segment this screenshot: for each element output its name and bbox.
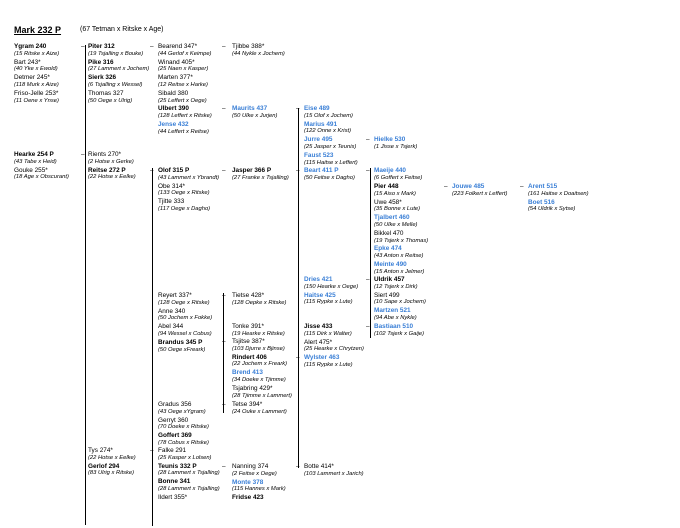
parentage-text: (25 Naen x Kasper) [158, 66, 209, 73]
entry-nanning [232, 463, 286, 502]
horse-name: Gradus 356 [158, 401, 192, 408]
entry-arent [528, 183, 589, 214]
connector-dash: – [222, 43, 226, 50]
entry-falke [158, 447, 220, 502]
parentage-text: (161 Haitse x Doaitsen) [528, 190, 589, 197]
parentage-text: (22 Hotse x Eelke) [88, 174, 136, 181]
parentage-text: (25 Hearke x Chrytzen) [304, 346, 364, 353]
horse-name: Falke 291 [158, 447, 187, 454]
parentage-text: (117 Oege x Dagho) [158, 205, 211, 212]
parentage-text: (50 Jochem x Fokke) [158, 315, 213, 322]
parentage-text: (15 Anton x Jelmer) [374, 268, 425, 275]
entry-eise [304, 105, 358, 167]
entry-olof [158, 167, 219, 214]
entry-gradus [158, 401, 209, 448]
horse-name: Brandus 345 P [158, 338, 203, 346]
horse-name: Wylster 463 [304, 354, 340, 361]
parentage-text: (44 Leffert x Reitse) [158, 128, 209, 135]
horse-name: Detmer 245* [14, 74, 50, 82]
entry-tsjitse [232, 338, 292, 400]
connector-line [152, 168, 153, 526]
parentage-text: (35 Bonne x Lute) [374, 206, 421, 213]
horse-name: Jurre 495 [304, 136, 333, 144]
parentage-text: (27 Franke x Tsjalling) [232, 174, 289, 181]
horse-name: Haitse 425 [304, 291, 336, 299]
entry-piter [88, 43, 149, 105]
parentage-text: (118 Murk x Aize) [14, 81, 59, 88]
parentage-text: (44 Gerlof x Keimpe) [158, 50, 212, 57]
connector-dash: – [222, 463, 226, 470]
parentage-text: (25 Jasper x Teunis) [304, 143, 357, 150]
parentage-text: (150 Hearke x Oege) [304, 283, 359, 290]
parentage-text: (128 Leffert x Ritske) [158, 113, 212, 120]
horse-name: Teunis 332 P [158, 462, 197, 470]
entry-pier [374, 183, 428, 277]
horse-name: Jouwe 485 [452, 183, 485, 190]
parentage-text: (28 Tjimme x Lammert) [232, 392, 292, 399]
horse-name: Tsjitse 387* [232, 338, 265, 345]
horse-name: Piter 312 [88, 43, 115, 50]
parentage-text: (133 Oege x Ritske) [158, 190, 210, 197]
parentage-text: (10 Sape x Jochem) [374, 299, 426, 306]
entry-jisse [304, 323, 364, 354]
parentage-text: (6 Goffert x Feitse) [374, 174, 423, 181]
page-subtitle: (67 Tetman x Ritske x Age) [80, 26, 164, 33]
parentage-text: (122 Onne x Krist) [304, 128, 352, 135]
horse-name: Arent 515 [528, 183, 558, 190]
parentage-text: (44 Nykle x Jochem) [232, 50, 285, 57]
horse-name: Tonke 391* [232, 323, 264, 330]
horse-name: Marius 491 [304, 120, 338, 128]
horse-name: Friso-Jelle 253* [14, 89, 59, 97]
connector-dash: – [81, 43, 85, 50]
horse-name: Goffert 369 [158, 432, 192, 440]
connector-dash: – [150, 167, 154, 174]
horse-name: Maurits 437 [232, 105, 268, 112]
parentage-text: (78 Cobus x Ritske) [158, 439, 209, 446]
horse-name: Reyert 337* [158, 292, 192, 299]
parentage-text: (50 Oege xFreark) [158, 346, 206, 353]
parentage-text: (50 Ulke x Melle) [374, 221, 418, 228]
connector-line [85, 45, 86, 525]
parentage-text: (1 Jisse x Tsjerk) [374, 143, 418, 150]
horse-name: Pike 316 [88, 58, 114, 66]
entry-tietse [232, 292, 286, 308]
horse-name: Hielke 530 [374, 136, 406, 143]
horse-name: Botte 414* [304, 463, 334, 470]
horse-name: Rients 270* [88, 151, 122, 158]
entry-botte [304, 463, 364, 479]
horse-name: Alert 475* [304, 338, 333, 346]
parentage-text: (128 Oege x Ritske) [158, 299, 210, 306]
horse-name: Siert 499 [374, 291, 400, 299]
horse-name: Bart 243* [14, 58, 41, 66]
parentage-text: (19 Hearke x Ritske) [232, 330, 285, 337]
parentage-text: (19 Tsjerk x Thomas) [374, 237, 429, 244]
connector-dash: – [222, 167, 226, 174]
horse-name: Martzen 521 [374, 307, 411, 315]
horse-name: Monte 378 [232, 478, 264, 486]
parentage-text: (102 Tsjerk x Gaije) [374, 330, 425, 337]
connector-dash: – [222, 338, 226, 345]
horse-name: Jense 432 [158, 120, 189, 128]
parentage-text: (11 Oene x Ynse) [14, 97, 59, 104]
parentage-text: (28 Lammert x Tsjalling) [158, 485, 220, 492]
horse-name: Bastiaan 510 [374, 323, 414, 330]
connector-dash: – [81, 151, 85, 158]
parentage-text: (15 Olof x Jochem) [304, 112, 353, 119]
parentage-text: (115 Haitse x Leffert) [304, 159, 358, 166]
connector-line [370, 168, 371, 338]
horse-name: Bikkel 470 [374, 229, 404, 237]
entry-tys [88, 447, 136, 478]
entry-maurits [232, 105, 277, 121]
entry-beart [304, 167, 355, 183]
horse-name: Abel 344 [158, 323, 184, 331]
horse-name: Jasper 366 P [232, 167, 272, 174]
horse-name: Tetse 394* [232, 401, 263, 408]
entry-maeije [374, 167, 422, 183]
horse-name: Obe 314* [158, 182, 186, 190]
connector-dash: – [296, 354, 300, 361]
parentage-text: (54 Uldrik x Sytse) [528, 206, 576, 213]
page-title: Mark 232 P [14, 25, 62, 35]
entry-jasper [232, 167, 289, 183]
horse-name: Tjibbe 388* [232, 43, 265, 50]
horse-name: Dries 421 [304, 276, 333, 283]
parentage-text: (115 Hannes x Mark) [232, 486, 286, 493]
parentage-text: (50 Feitse x Dagho) [304, 174, 355, 181]
horse-name: Olof 315 P [158, 167, 190, 174]
horse-name: Faust 523 [304, 151, 334, 159]
entry-uldrik [374, 276, 426, 323]
horse-name: Epke 474 [374, 245, 402, 253]
entry-jouwe [452, 183, 507, 199]
connector-dash: – [366, 167, 370, 174]
parentage-text: (25 Leffert x Oege) [158, 97, 207, 104]
entry-bastiaan [374, 323, 424, 339]
parentage-text: (50 Oege x Ulrig) [88, 97, 133, 104]
parentage-text: (22 Jochem x Freark) [232, 361, 288, 368]
parentage-text: (43 Oege xYgram) [158, 408, 206, 415]
connector-line [223, 293, 224, 413]
parentage-text: (19 Tsjalling x Bouke) [88, 50, 144, 57]
horse-name: Gerlof 294 [88, 462, 120, 470]
parentage-text: (103 Djurre x Bjinse) [232, 345, 285, 352]
parentage-text: (15 Aiso x Mark) [374, 190, 416, 197]
parentage-text: (22 Hotse x Eelke) [88, 454, 136, 461]
parentage-text: (94 Wessel x Cobus) [158, 330, 212, 337]
connector-dash: – [444, 183, 448, 190]
horse-name: Uldrik 457 [374, 276, 405, 283]
horse-name: Rindert 406 [232, 353, 267, 361]
horse-name: Ildert 355* [158, 493, 188, 501]
entry-dries [304, 276, 358, 307]
parentage-text: (115 Rypke x Lute) [304, 299, 353, 306]
parentage-text: (128 Oepke x Ritske) [232, 299, 287, 306]
horse-name: Bearend 347* [158, 43, 198, 50]
parentage-text: (12 Reitse x Harke) [158, 81, 208, 88]
horse-name: Hearke 254 P [14, 151, 54, 158]
horse-name: Eise 489 [304, 105, 330, 112]
entry-tonke [232, 323, 285, 339]
horse-name: Beart 411 P [304, 167, 339, 174]
horse-name: Gouke 255* [14, 166, 48, 174]
horse-name: Uwe 458* [374, 198, 402, 206]
parentage-text: (40 Yke x Ewold) [14, 66, 58, 73]
connector-dash: – [222, 105, 226, 112]
parentage-text: (28 Lammert x Tsjalling) [158, 470, 220, 477]
horse-name: Tjitte 333 [158, 198, 185, 206]
horse-name: Fridse 423 [232, 494, 264, 502]
horse-name: Thomas 327 [88, 89, 124, 97]
parentage-text: (223 Folkert x Leffert) [452, 190, 508, 197]
horse-name: Nanning 374 [232, 463, 269, 470]
connector-line [298, 108, 299, 468]
parentage-text: (2 Feitse x Oege) [232, 470, 277, 477]
horse-name: Tietse 428* [232, 292, 265, 299]
horse-name: Meinte 490 [374, 260, 407, 268]
parentage-text: (43 Anton x Reitse) [374, 253, 424, 260]
entry-hielke [374, 136, 417, 152]
entry-wylster [304, 354, 353, 370]
connector-dash: – [366, 276, 370, 283]
entry-reyert [158, 292, 212, 354]
horse-name: Pier 448 [374, 183, 399, 190]
connector-dash: – [150, 447, 154, 454]
parentage-text: (43 Tabe x Heid) [14, 158, 57, 165]
horse-name: Maeije 440 [374, 167, 406, 174]
connector-dash: – [150, 43, 154, 50]
connector-dash: – [366, 323, 370, 330]
parentage-text: (103 Lammert x Jarich) [304, 470, 364, 477]
horse-name: Anne 340 [158, 307, 186, 315]
parentage-text: (83 Ulrig x Ritske) [88, 470, 135, 477]
horse-name: Ygram 240 [14, 43, 47, 50]
parentage-text: (115 Dirk x Walter) [304, 330, 352, 337]
parentage-text: (115 Rypke x Lute) [304, 361, 353, 368]
connector-dash: – [520, 183, 524, 190]
parentage-text: (25 Kasper x Lolsen) [158, 454, 212, 461]
parentage-text: (50 Ulke x Jurjen) [232, 112, 278, 119]
parentage-text: (27 Lammert x Jochem) [88, 66, 150, 73]
entry-bearend [158, 43, 212, 137]
horse-name: Bonne 341 [158, 478, 191, 486]
parentage-text: (94 Abe x Nykle) [374, 314, 417, 321]
connector-dash: – [296, 167, 300, 174]
horse-name: Sierk 326 [88, 74, 117, 82]
horse-name: Tsjabring 429* [232, 384, 273, 392]
horse-name: Tjalbert 460 [374, 214, 410, 222]
connector-dash: – [366, 136, 370, 143]
parentage-text: (2 Hotse x Gerke) [88, 158, 134, 165]
parentage-text: (6 Tsjalling x Wessel) [88, 81, 143, 88]
horse-name: Boet 516 [528, 198, 555, 206]
horse-name: Reitse 272 P [88, 166, 126, 174]
parentage-text: (15 Ritske x Aize) [14, 50, 60, 57]
connector-dash: – [296, 463, 300, 470]
parentage-text: (24 Ouke x Lammert) [232, 408, 287, 415]
connector-dash: – [296, 105, 300, 112]
horse-name: Sibald 380 [158, 89, 189, 97]
parentage-text: (70 Doeke x Ritske) [158, 424, 209, 431]
parentage-text: (18 Age x Obscurant) [14, 174, 69, 181]
connector-dash: – [222, 401, 226, 408]
entry-tjibbe [232, 43, 285, 59]
horse-name: Brend 413 [232, 369, 263, 377]
entry-ygram [14, 43, 59, 105]
horse-name: Gerryt 360 [158, 416, 189, 424]
horse-name: Tys 274* [88, 447, 113, 454]
parentage-text: (34 Doeke x Tjimme) [232, 376, 286, 383]
connector-dash: – [222, 292, 226, 299]
horse-name: Winand 405* [158, 58, 195, 66]
parentage-text: (12 Tsjerk x Dirk) [374, 283, 418, 290]
parentage-text: (43 Lammert x Ybrandt) [158, 174, 220, 181]
entry-rients [88, 151, 136, 182]
entry-hearke [14, 151, 69, 182]
horse-name: Ulbert 390 [158, 105, 189, 113]
entry-tetse [232, 401, 287, 417]
horse-name: Jisse 433 [304, 323, 333, 330]
horse-name: Marten 377* [158, 74, 193, 82]
